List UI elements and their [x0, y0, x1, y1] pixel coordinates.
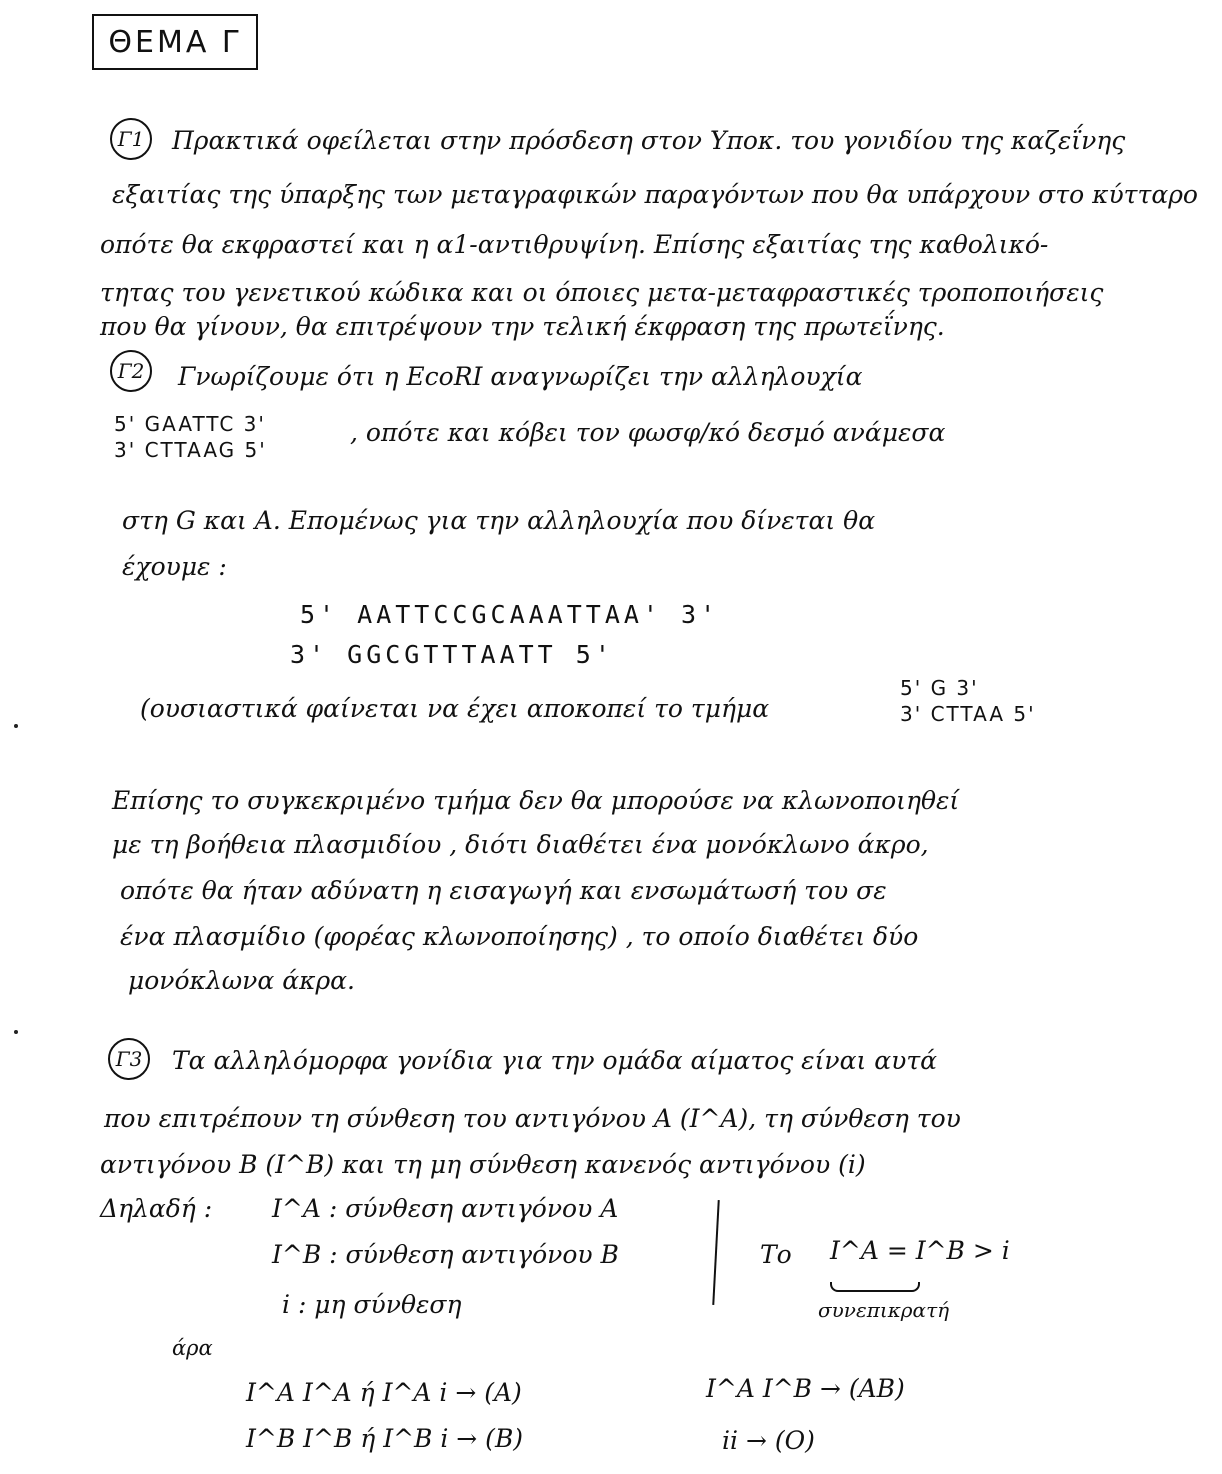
g1-line: εξαιτίας της ύπαρξης των μεταγραφικών παραγόντων που θα υπάρχουν στο κύτταρο	[112, 180, 1198, 209]
g1-line: οπότε θα εκφραστεί και η α1-αντιθρυψίνη. Επίσης εξαιτίας της καθολικό-	[100, 230, 1049, 259]
section-title: ΘΕΜΑ Γ	[92, 14, 258, 70]
g3-definition: I^A : σύνθεση αντιγόνου A	[272, 1194, 619, 1223]
genotype-row: I^A I^B → (AB)	[706, 1374, 905, 1403]
margin-dot	[14, 724, 18, 728]
g3-ara: άρα	[172, 1336, 213, 1360]
g3-line: Τα αλληλόμορφα γονίδια για την ομάδα αίματος είναι αυτά	[172, 1046, 938, 1075]
g2-line: στη G και A. Επομένως για την αλληλουχία που δίνεται θα	[122, 506, 876, 535]
g2-line: (ουσιαστικά φαίνεται να έχει αποκοπεί το τμήμα	[140, 694, 770, 723]
g3-diladi: Δηλαδή :	[100, 1194, 213, 1223]
genotype-row: I^B I^B ή I^B i → (B)	[246, 1424, 524, 1453]
g2-paragraph-line: Επίσης το συγκεκριμένο τμήμα δεν θα μπορούσε να κλωνοποιηθεί	[112, 786, 960, 815]
codominance-brace	[830, 1282, 920, 1292]
question-label-g1: Γ1	[110, 118, 152, 160]
dna-strand-top: 5' AATTCCGCAAATTAA' 3'	[300, 600, 720, 629]
g3-definition: i : μη σύνθεση	[282, 1290, 462, 1319]
g3-definition: I^B : σύνθεση αντιγόνου B	[272, 1240, 619, 1269]
fragment-bottom: 3' CTTAA 5'	[900, 702, 1036, 726]
genotype-row: ii → (O)	[722, 1426, 815, 1455]
g1-line: τητας του γενετικού κώδικα και οι όποιες μετα-μεταφραστικές τροποποιήσεις	[100, 278, 1104, 307]
g2-paragraph-line: με τη βοήθεια πλασμιδίου , διότι διαθέτει ένα μονόκλωνο άκρο,	[112, 830, 929, 859]
g2-line: , οπότε και κόβει τον φωσφ/κό δεσμό ανάμεσα	[350, 418, 946, 447]
g1-line: Πρακτικά οφείλεται στην πρόσδεση στον Υποκ. του γονιδίου της καζεΐνης	[172, 126, 1126, 155]
genotype-row: I^A I^A ή I^A i → (A)	[246, 1378, 522, 1407]
codominance-label: συνεπικρατή	[818, 1298, 950, 1322]
g3-line: αντιγόνου B (I^B) και τη μη σύνθεση κανενός αντιγόνου (i)	[100, 1150, 866, 1179]
dna-strand-bottom: 3' GGCGTTTAATT 5'	[290, 640, 614, 669]
ecori-site-bottom: 3' CTTAAG 5'	[114, 438, 267, 462]
margin-dot	[14, 1030, 18, 1034]
g3-line: που επιτρέπουν τη σύνθεση του αντιγόνου A (I^A), τη σύνθεση του	[104, 1104, 961, 1133]
g1-line: που θα γίνουν, θα επιτρέψουν την τελική έκφραση της πρωτεΐνης.	[100, 312, 945, 341]
question-label-g2: Γ2	[110, 350, 152, 392]
g2-paragraph-line: οπότε θα ήταν αδύνατη η εισαγωγή και ενσωμάτωσή του σε	[120, 876, 887, 905]
g2-line: Γνωρίζουμε ότι η EcoRI αναγνωρίζει την αλληλουχία	[178, 362, 863, 391]
g2-paragraph-line: μονόκλωνα άκρα.	[128, 966, 356, 995]
dominance-relation: I^A = I^B > i	[830, 1236, 1010, 1265]
g3-to: Το	[760, 1240, 792, 1269]
g2-line: έχουμε :	[122, 552, 227, 581]
fragment-top: 5' G 3'	[900, 676, 979, 700]
ecori-site-top: 5' GAATTC 3'	[114, 412, 266, 436]
g2-paragraph-line: ένα πλασμίδιο (φορέας κλωνοποίησης) , το οποίο διαθέτει δύο	[120, 922, 919, 951]
question-label-g3: Γ3	[108, 1038, 150, 1080]
divider-line	[712, 1200, 719, 1305]
